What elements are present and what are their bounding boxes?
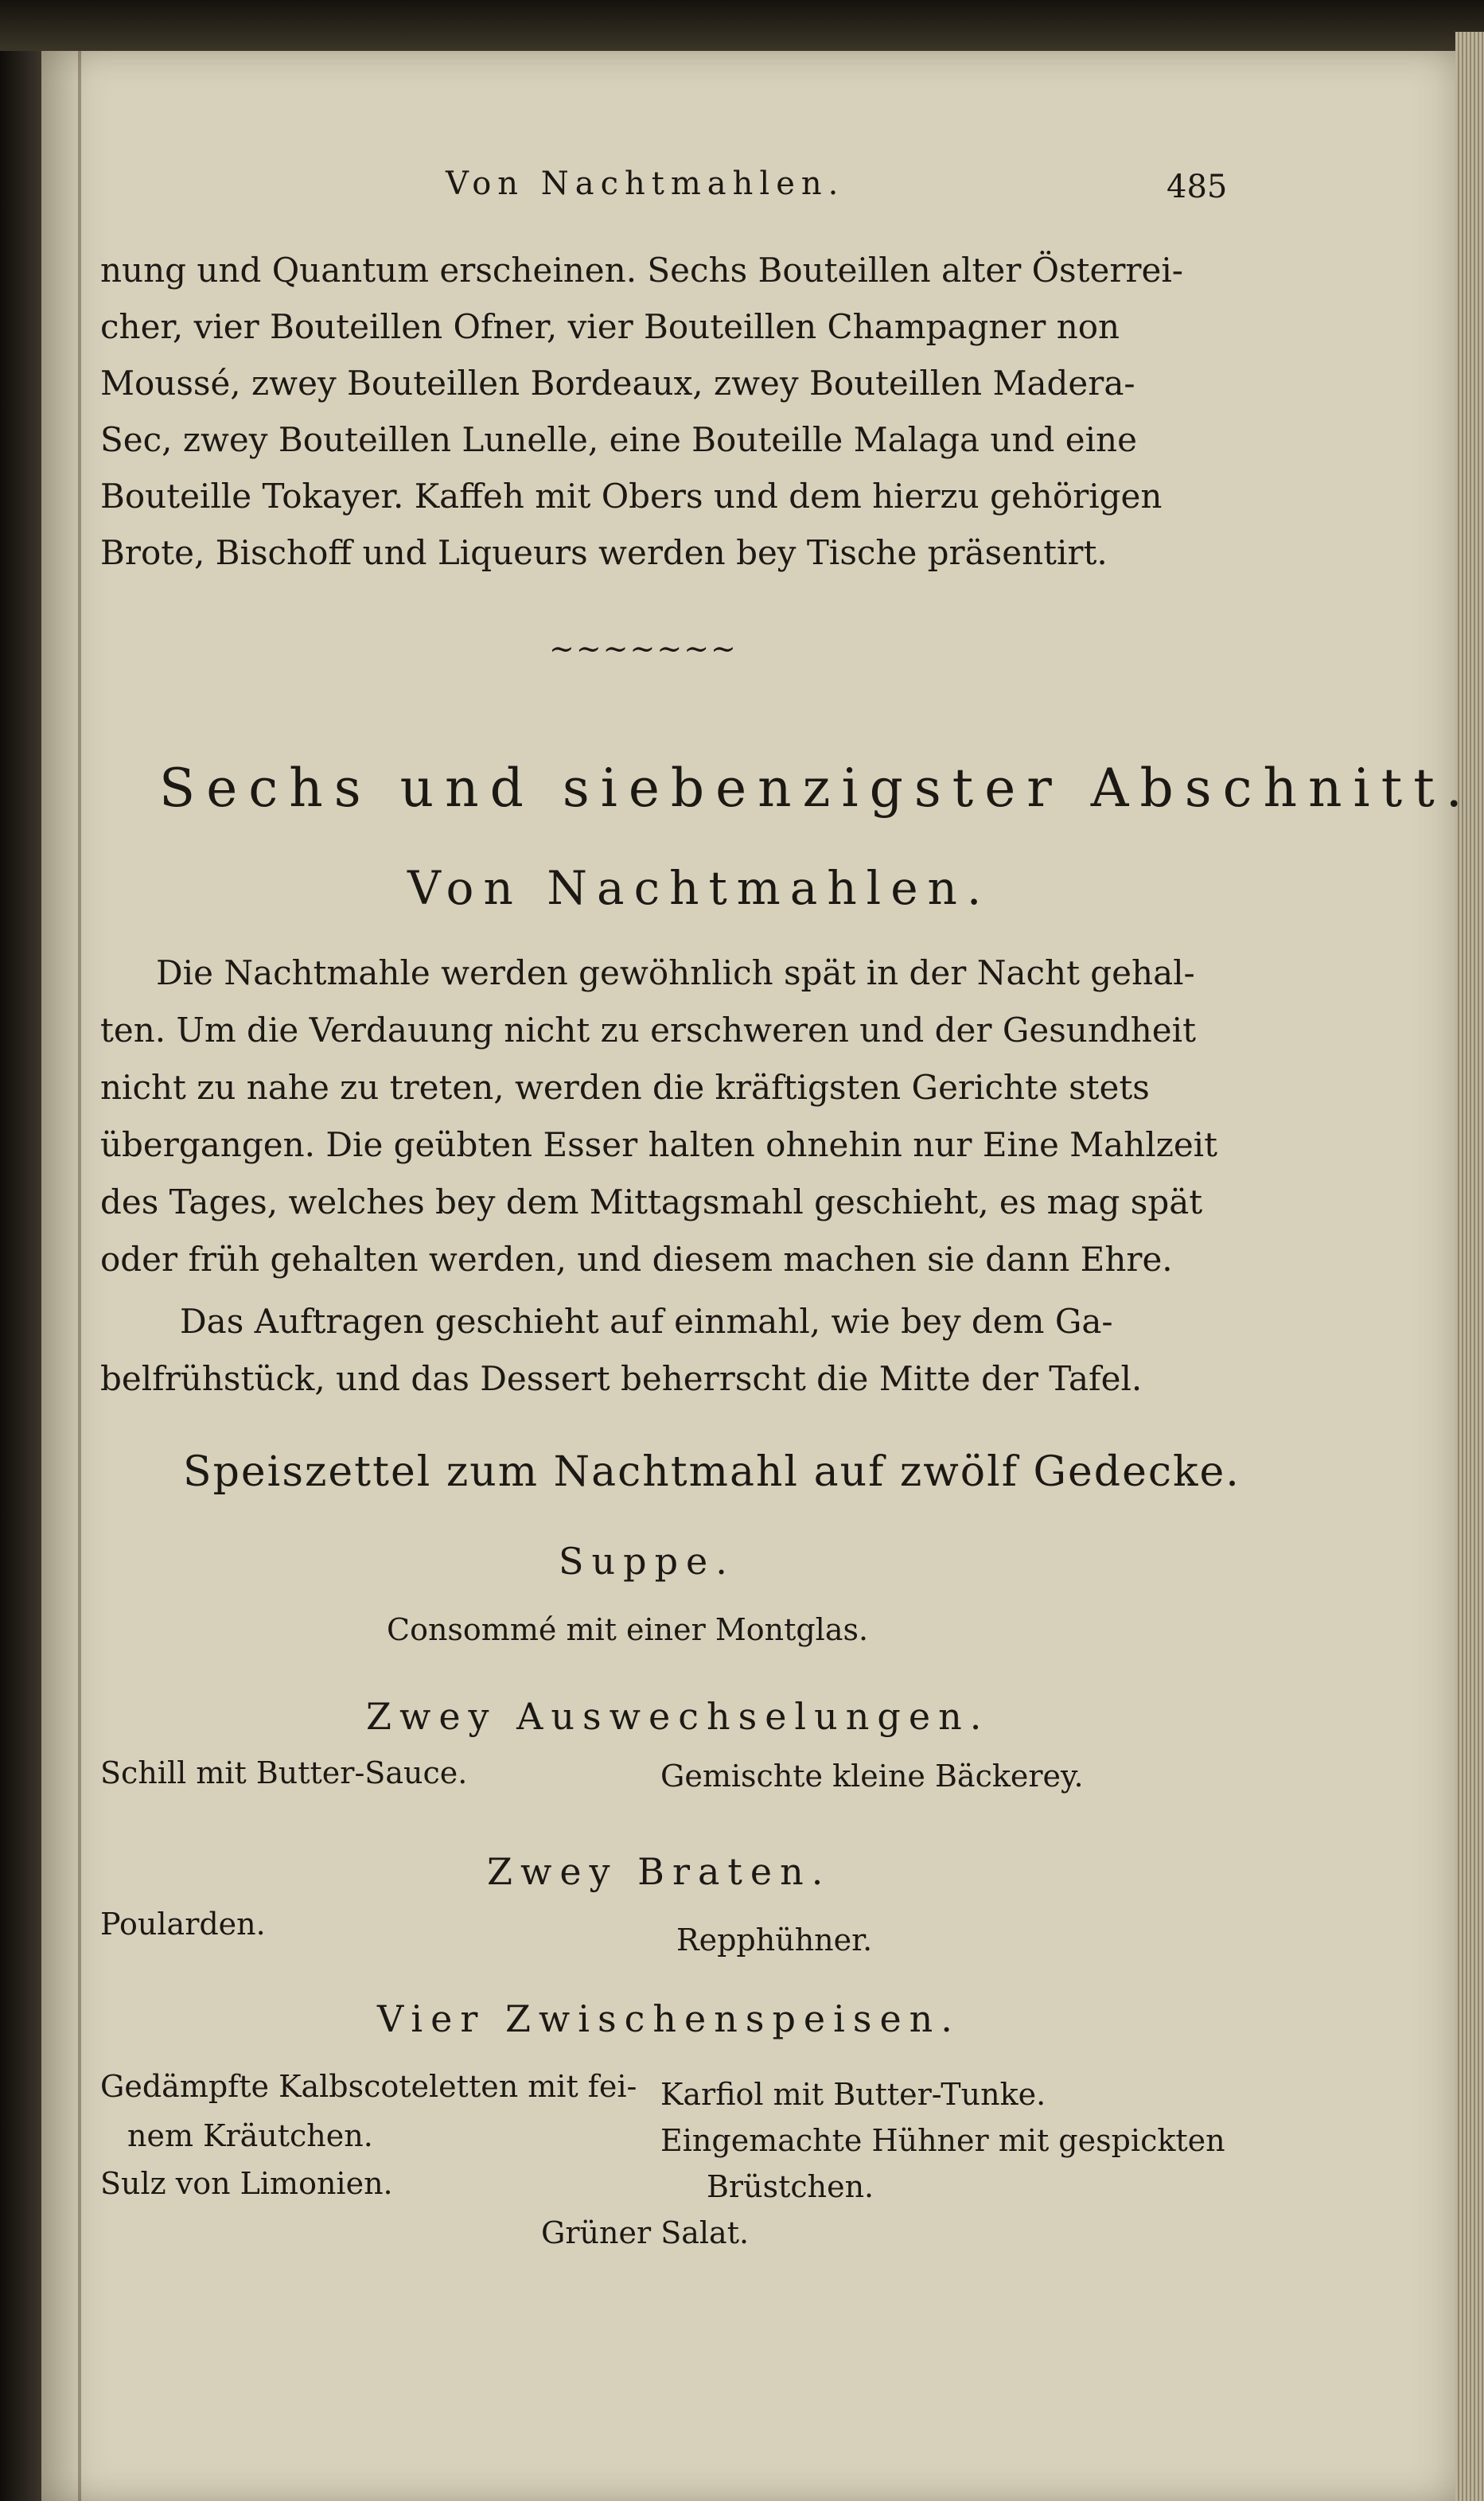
text-line: ten. Um die Verdauung nicht zu erschweren und der Gesundheit — [100, 1011, 1196, 1050]
menu-item: Poularden. — [100, 1907, 266, 1942]
text-line: Brote, Bischoff und Liqueurs werden bey Tische präsentirt. — [100, 533, 1108, 572]
running-title: Von Nachtmahlen. — [446, 166, 845, 202]
text-line: nung und Quantum erscheinen. Sechs Bouteillen alter Österrei- — [100, 251, 1183, 290]
menu-section-heading: Vier Zwischenspeisen. — [377, 1997, 960, 2040]
text-line: des Tages, welches bey dem Mittagsmahl geschieht, es mag spät — [100, 1182, 1203, 1221]
menu-item: Brüstchen. — [707, 2169, 874, 2204]
page-fold-line — [78, 51, 81, 2501]
page-top-edge — [0, 0, 1484, 51]
menu-item: Gemischte kleine Bäckerey. — [660, 1759, 1084, 1794]
menu-section-heading: Zwey Auswechselungen. — [366, 1695, 990, 1738]
page-number: 485 — [1167, 169, 1228, 205]
menu-item: Eingemachte Hühner mit gespickten — [660, 2123, 1225, 2158]
book-gutter — [0, 0, 41, 2501]
text-line: belfrühstück, und das Dessert beherrscht die Mitte der Tafel. — [100, 1359, 1143, 1398]
chapter-subtitle: Von Nachtmahlen. — [407, 861, 991, 915]
text-line: oder früh gehalten werden, und diesem machen sie dann Ehre. — [100, 1240, 1173, 1279]
chapter-title: Sechs und siebenzigster Abschnitt. — [159, 758, 1474, 819]
menu-item: Karfiol mit Butter-Tunke. — [660, 2077, 1046, 2112]
menu-item: nem Kräutchen. — [127, 2118, 373, 2153]
text-line: Bouteille Tokayer. Kaffeh mit Obers und dem hierzu gehörigen — [100, 477, 1163, 516]
text-line: Moussé, zwey Bouteillen Bordeaux, zwey Bouteillen Madera- — [100, 364, 1135, 403]
menu-item: Consommé mit einer Montglas. — [387, 1612, 869, 1647]
menu-section-heading: Suppe. — [559, 1540, 735, 1583]
menu-section-heading: Zwey Braten. — [487, 1850, 832, 1893]
text-line: Die Nachtmahle werden gewöhnlich spät in der Nacht gehal- — [156, 953, 1195, 992]
menu-item: Gedämpfte Kalbscoteletten mit fei- — [100, 2069, 637, 2104]
section-ornament: ~~~~~~~ — [549, 631, 738, 666]
menu-item: Schill mit Butter-Sauce. — [100, 1755, 468, 1790]
text-line: nicht zu nahe zu treten, werden die kräftigsten Gerichte stets — [100, 1068, 1150, 1107]
menu-item: Sulz von Limonien. — [100, 2166, 393, 2201]
page-stack-edge — [1455, 32, 1484, 2501]
text-line: Sec, zwey Bouteillen Lunelle, eine Bouteille Malaga und eine — [100, 420, 1137, 459]
menu-title: Speiszettel zum Nachtmahl auf zwölf Gedecke. — [183, 1448, 1241, 1496]
menu-item: Repphühner. — [676, 1922, 873, 1958]
text-line: cher, vier Bouteillen Ofner, vier Bouteillen Champagner non — [100, 307, 1120, 346]
text-line: übergangen. Die geübten Esser halten ohnehin nur Eine Mahlzeit — [100, 1125, 1217, 1164]
menu-item: Grüner Salat. — [541, 2215, 750, 2250]
text-line: Das Auftragen geschieht auf einmahl, wie bey dem Ga- — [180, 1302, 1113, 1341]
